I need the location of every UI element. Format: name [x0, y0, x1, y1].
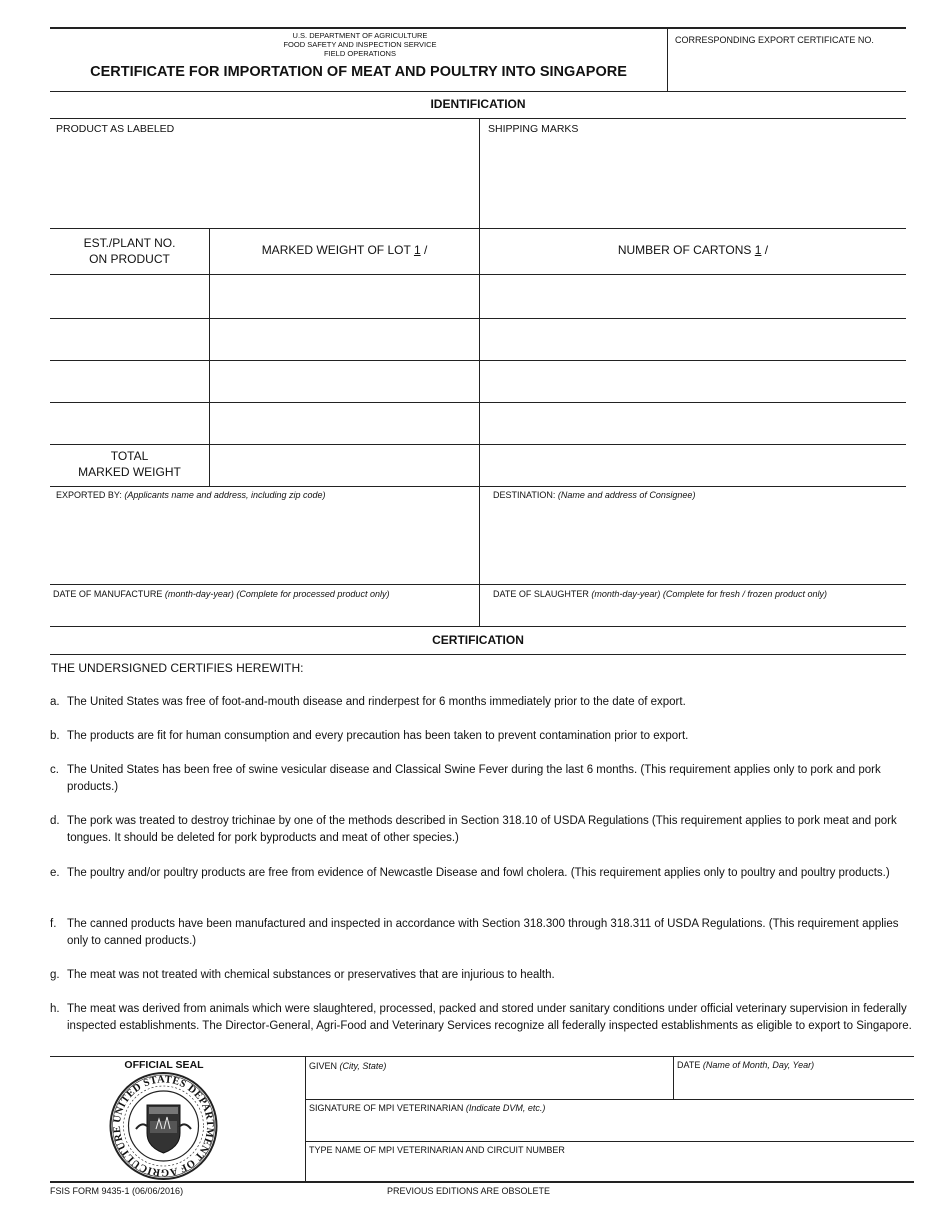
certification-heading: CERTIFICATION [432, 633, 524, 647]
product-as-labeled-label: PRODUCT AS LABELED [56, 123, 175, 135]
marked-weight-slash: / [423, 243, 428, 257]
cartons-cell-2[interactable] [481, 320, 904, 358]
agency-line-2: FOOD SAFETY AND INSPECTION SERVICE [283, 40, 437, 49]
obsolete-note: PREVIOUS EDITIONS ARE OBSOLETE [387, 1186, 551, 1196]
top-border [50, 27, 906, 29]
cert-item-letter: d. [50, 815, 60, 827]
given-hint: (City, State) [339, 1061, 387, 1071]
total-line-1: TOTAL [110, 449, 149, 463]
slaughter-hint: (month-day-year) (Complete for fresh / frozen product only) [591, 589, 827, 599]
marked-weight-footnote: 1 [413, 243, 421, 257]
export-cert-field[interactable] [670, 50, 904, 88]
total-weight-field[interactable] [211, 446, 477, 484]
signature-label [309, 1103, 545, 1113]
official-seal-label: OFFICIAL SEAL [124, 1059, 204, 1071]
rule [50, 402, 906, 403]
cert-item-d [50, 813, 920, 847]
exported-by-label [56, 490, 326, 500]
cartons-cell-4[interactable] [481, 404, 904, 442]
rule [50, 118, 906, 119]
agency-line-3: FIELD OPERATIONS [324, 49, 396, 58]
cert-item-text: The meat was derived from animals which were slaughtered, processed, packed and stored under sanitary conditions under official veterinary supervision in federally inspected establishments. The Director-General, Agri-Food and Veterinary Services recognize all federally inspected establishments as eligible to export to Singapore. [67, 1003, 912, 1032]
given-field[interactable] [308, 1073, 670, 1097]
cert-item-letter: g. [50, 969, 60, 981]
manufacture-hint: (month-day-year) (Complete for processed product only) [164, 589, 390, 599]
rule [306, 1099, 914, 1100]
slaughter-date-field[interactable] [484, 602, 904, 624]
cert-item-text: The canned products have been manufactured and inspected in accordance with Section 318.300 through 318.311 of USDA Regulations. (This requirement applies only to canned products.) [67, 918, 899, 947]
rule [50, 274, 906, 275]
cartons-label: NUMBER OF CARTONS [617, 243, 752, 257]
est-plant-line-1: EST./PLANT NO. [83, 236, 176, 250]
marked-weight-cell-3[interactable] [211, 362, 477, 400]
cert-item-letter: e. [50, 867, 60, 879]
destination-label [493, 490, 695, 500]
cert-item-e [50, 865, 920, 882]
cartons-slash: / [764, 243, 769, 257]
given-label [309, 1061, 386, 1071]
cert-item-letter: b. [50, 730, 60, 742]
cert-item-h [50, 1001, 920, 1035]
signature-hint: (Indicate DVM, etc.) [465, 1103, 546, 1113]
slaughter-title: DATE OF SLAUGHTER [493, 589, 589, 599]
est-plant-cell-1[interactable] [52, 276, 207, 316]
seal-ring-text: UNITED STATES DEPARTMENT OF AGRICULTURE [111, 1074, 216, 1178]
marked-weight-header [210, 243, 479, 257]
product-as-labeled-field[interactable] [52, 140, 476, 226]
est-plant-cell-3[interactable] [52, 362, 207, 400]
date-label [677, 1060, 814, 1070]
shipping-marks-field[interactable] [484, 140, 904, 226]
cert-item-letter: f. [50, 918, 57, 930]
identification-heading: IDENTIFICATION [430, 97, 526, 111]
rule [50, 1056, 914, 1057]
cert-item-c [50, 762, 920, 796]
cert-item-letter: a. [50, 696, 60, 708]
destination-title: DESTINATION: [493, 490, 556, 500]
manufacture-title: DATE OF MANUFACTURE [53, 589, 163, 599]
exported-by-title: EXPORTED BY: [56, 490, 122, 500]
cert-item-b [50, 728, 920, 745]
cert-item-a [50, 694, 920, 711]
cert-item-text: The United States has been free of swine vesicular disease and Classical Swine Fever during the last 6 months. (This requirement applies only to pork and pork products.) [67, 764, 881, 793]
cartons-footnote: 1 [754, 243, 762, 257]
exported-by-field[interactable] [52, 503, 476, 583]
rule [50, 444, 906, 445]
date-divider [673, 1057, 674, 1099]
cert-item-text: The pork was treated to destroy trichinae by one of the methods described in Section 318.10 of USDA Regulations (This requirement applies to pork meat and pork tongues. It should be deleted for pork byproducts and meat of other species.) [67, 815, 897, 844]
export-cert-label: CORRESPONDING EXPORT CERTIFICATE NO. [675, 35, 874, 45]
column-divider-est [209, 229, 210, 486]
total-line-2: MARKED WEIGHT [78, 465, 181, 479]
cert-item-letter: h. [50, 1003, 60, 1015]
agency-line-1: U.S. DEPARTMENT OF AGRICULTURE [292, 31, 428, 40]
column-divider-main [479, 119, 480, 626]
date-hint: (Name of Month, Day, Year) [702, 1060, 815, 1070]
rule [50, 584, 906, 585]
usda-seal-image [106, 1071, 221, 1181]
form-title: CERTIFICATE FOR IMPORTATION OF MEAT AND POULTRY INTO SINGAPORE [90, 64, 627, 80]
rule [50, 654, 906, 655]
form-number: FSIS FORM 9435-1 (06/06/2016) [50, 1186, 184, 1196]
manufacture-date-label [53, 589, 389, 599]
destination-hint: (Name and address of Consignee) [557, 490, 696, 500]
signature-title: SIGNATURE OF MPI VETERINARIAN [309, 1103, 464, 1113]
seal-divider [305, 1057, 306, 1181]
rule [50, 318, 906, 319]
cert-item-letter: c. [50, 764, 59, 776]
est-plant-header [50, 235, 209, 267]
total-weight-header [50, 448, 209, 480]
exported-by-hint: (Applicants name and address, including zip code) [124, 490, 326, 500]
cert-item-g [50, 967, 920, 984]
header-divider [667, 28, 668, 91]
bottom-border [50, 1181, 914, 1183]
marked-weight-label: MARKED WEIGHT OF LOT [261, 243, 411, 257]
rule [50, 626, 906, 627]
certification-intro: THE UNDERSIGNED CERTIFIES HEREWITH: [51, 661, 304, 675]
marked-weight-cell-2[interactable] [211, 320, 477, 358]
total-cartons-field[interactable] [481, 446, 904, 484]
cert-item-text: The United States was free of foot-and-mouth disease and rinderpest for 6 months immediately prior to the date of export. [67, 696, 686, 708]
est-plant-cell-4[interactable] [52, 404, 207, 442]
cert-item-text: The products are fit for human consumption and every precaution has been taken to prevent contamination prior to export. [67, 730, 689, 742]
date-field[interactable] [676, 1073, 912, 1097]
rule [50, 91, 906, 92]
cert-item-text: The meat was not treated with chemical substances or preservatives that are injurious to health. [67, 969, 555, 981]
signature-field[interactable] [308, 1115, 912, 1139]
cert-item-text: The poultry and/or poultry products are free from evidence of Newcastle Disease and fowl cholera. (This requirement applies only to poultry and poultry products.) [67, 867, 890, 879]
typename-label: TYPE NAME OF MPI VETERINARIAN AND CIRCUIT NUMBER [309, 1145, 565, 1155]
rule [50, 228, 906, 229]
rule [50, 360, 906, 361]
given-title: GIVEN [309, 1061, 338, 1071]
est-plant-line-2: ON PRODUCT [89, 252, 170, 266]
cartons-cell-3[interactable] [481, 362, 904, 400]
typename-field[interactable] [308, 1157, 912, 1179]
cartons-header [480, 243, 906, 257]
destination-field[interactable] [484, 503, 904, 583]
shipping-marks-label: SHIPPING MARKS [488, 123, 579, 135]
date-title: DATE [677, 1060, 701, 1070]
rule [50, 486, 906, 487]
manufacture-date-field[interactable] [52, 602, 476, 624]
agency-block [220, 31, 500, 58]
marked-weight-cell-4[interactable] [211, 404, 477, 442]
cert-item-f [50, 916, 920, 950]
marked-weight-cell-1[interactable] [211, 276, 477, 316]
rule [306, 1141, 914, 1142]
slaughter-date-label [493, 589, 827, 599]
cartons-cell-1[interactable] [481, 276, 904, 316]
est-plant-cell-2[interactable] [52, 320, 207, 358]
